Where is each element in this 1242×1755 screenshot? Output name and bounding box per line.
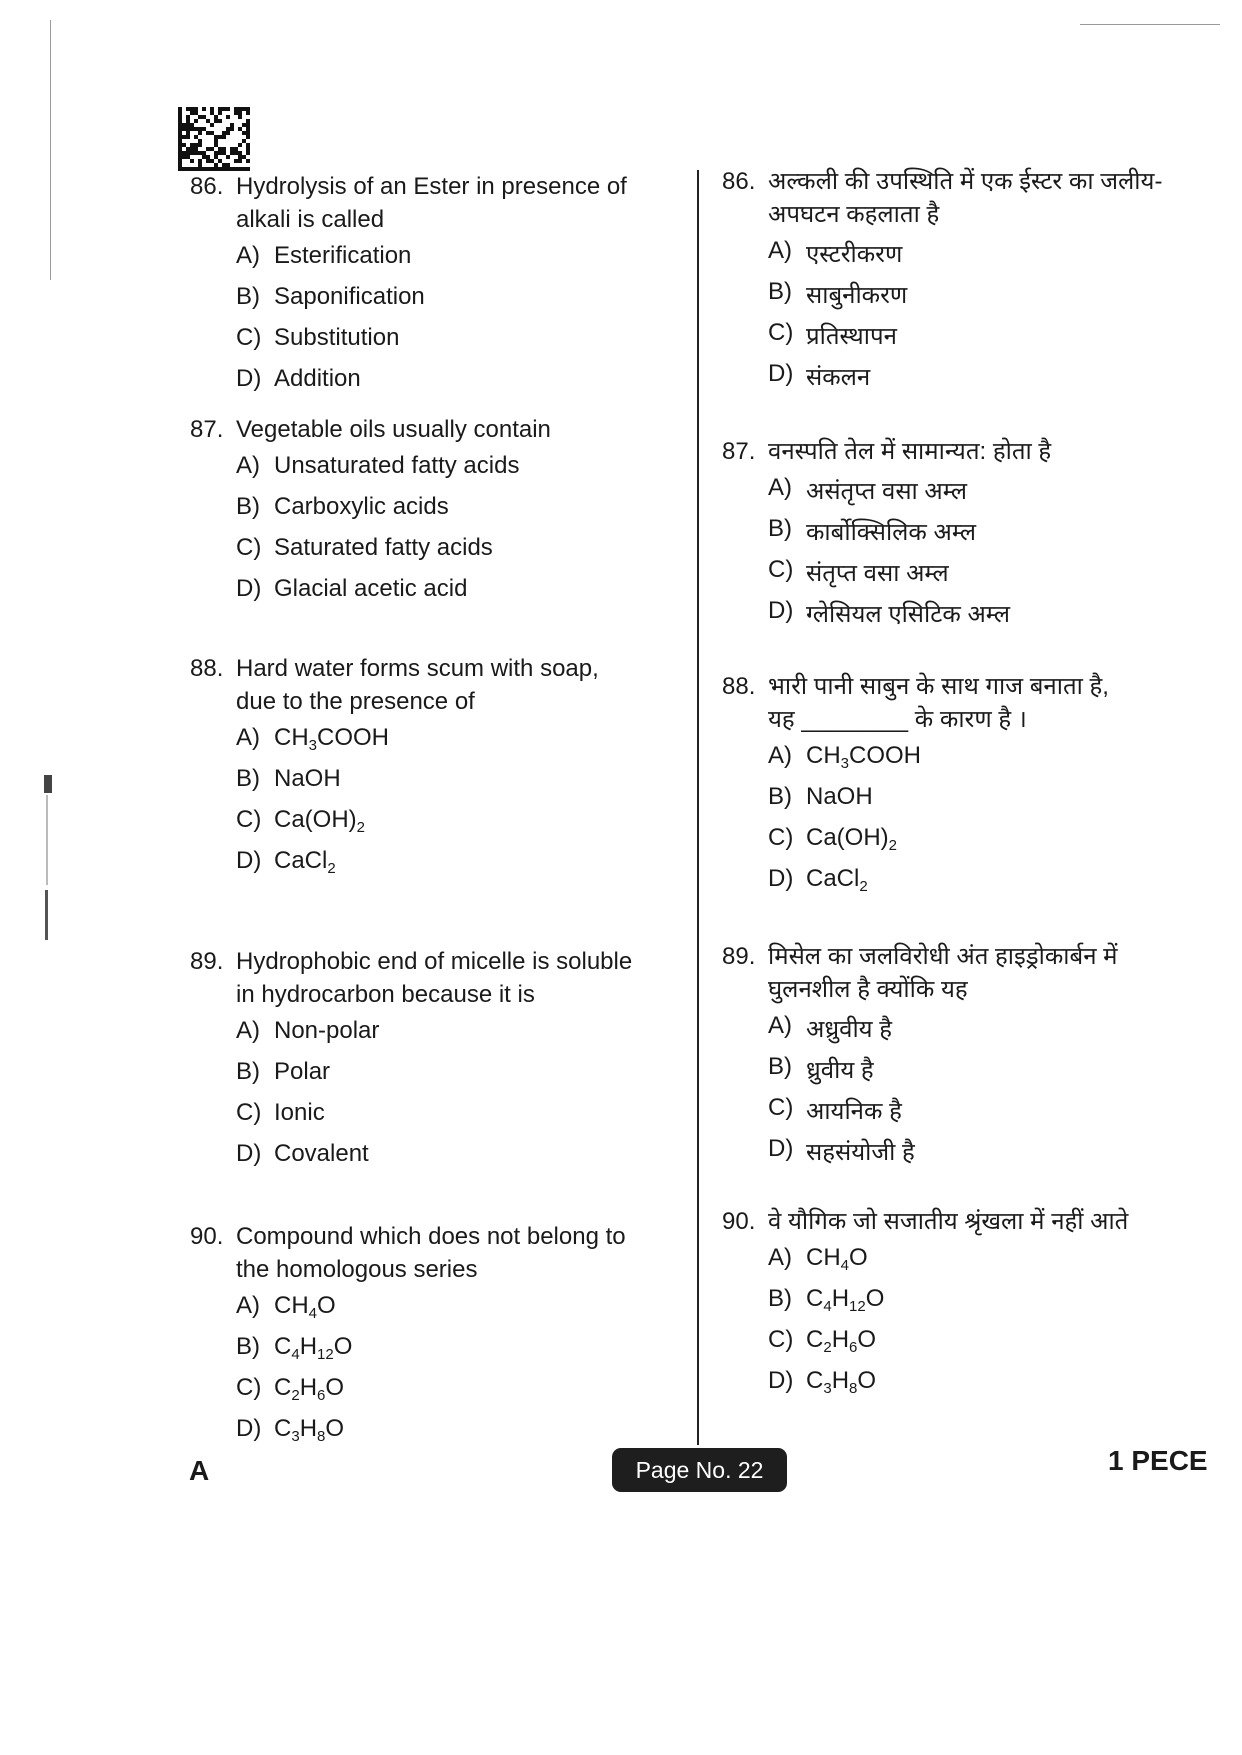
option-d [768, 360, 1192, 401]
option-a [236, 1292, 670, 1333]
question-text-line: alkali is called [236, 206, 385, 233]
option-text: संतृप्त वसा अम्ल [806, 560, 949, 587]
option-label: A) [236, 1292, 260, 1319]
option-text: $C_2H_6O$ [806, 1326, 877, 1356]
option-b [768, 1053, 1192, 1094]
option-d [236, 1415, 670, 1456]
option-label: B) [236, 1333, 260, 1360]
option-label: C) [236, 324, 262, 351]
option-text: $Ca(OH)_2$ [274, 806, 366, 836]
question-89 [190, 945, 670, 1181]
option-a [236, 452, 670, 493]
option-label: D) [236, 575, 262, 602]
option-list [768, 1244, 1192, 1408]
option-d [236, 847, 670, 888]
question-89 [722, 940, 1192, 1176]
option-label: B) [768, 278, 792, 305]
option-b [236, 765, 670, 806]
option-text: कार्बोक्सिलिक अम्ल [806, 519, 977, 546]
option-text: Non-polar [274, 1017, 380, 1044]
question-text-line: Vegetable oils usually contain [236, 416, 551, 443]
qr-code-icon [176, 106, 250, 177]
option-text: $CH_3COOH$ [806, 742, 922, 772]
question-number: 88. [722, 673, 756, 700]
option-text: Glacial acetic acid [274, 575, 468, 602]
option-label: A) [236, 242, 260, 269]
question-90 [190, 1220, 670, 1456]
option-a [768, 474, 1192, 515]
option-label: B) [236, 1058, 260, 1085]
option-label: D) [768, 865, 794, 892]
option-text: Unsaturated fatty acids [274, 452, 520, 479]
option-b [768, 278, 1192, 319]
question-text [768, 670, 1192, 736]
question-text-line: due to the presence of [236, 688, 475, 715]
option-a [768, 1244, 1192, 1285]
option-c [236, 1099, 670, 1140]
option-text: $C_3H_8O$ [806, 1367, 877, 1397]
question-text [768, 1205, 1192, 1238]
option-c [236, 534, 670, 575]
option-b [236, 1333, 670, 1374]
option-label: A) [236, 724, 260, 751]
option-a [768, 237, 1192, 278]
option-text: $Ca(OH)_2$ [806, 824, 898, 854]
option-label: D) [768, 1367, 794, 1394]
option-list [768, 237, 1192, 401]
option-label: D) [768, 597, 794, 624]
option-text: प्रतिस्थापन [806, 323, 897, 350]
question-87 [190, 413, 670, 616]
option-label: B) [236, 493, 260, 520]
option-text: CaCl$_2$ [274, 847, 336, 877]
option-b [236, 1058, 670, 1099]
option-d [236, 575, 670, 616]
option-label: B) [768, 515, 792, 542]
option-text: ध्रुवीय है [806, 1057, 874, 1084]
option-text: $C_2H_6O$ [274, 1374, 345, 1404]
option-text: Saponification [274, 283, 425, 310]
question-text-line: अल्कली की उपस्थिति में एक ईस्टर का जलीय- [768, 168, 1163, 195]
option-d [768, 1135, 1192, 1176]
option-label: D) [768, 360, 794, 387]
question-text-line: वनस्पति तेल में सामान्यत: होता है [768, 438, 1052, 465]
question-text-line: in hydrocarbon because it is [236, 981, 535, 1008]
question-text [236, 170, 670, 236]
option-text: NaOH [274, 765, 341, 792]
question-text-line: घुलनशील है क्योंकि यह [768, 976, 968, 1003]
option-list [768, 1012, 1192, 1176]
option-text: असंतृप्त वसा अम्ल [806, 478, 967, 505]
option-text: $C_3H_8O$ [274, 1415, 345, 1445]
option-label: C) [768, 1326, 794, 1353]
question-86 [190, 170, 670, 406]
option-c [768, 1326, 1192, 1367]
option-label: B) [236, 765, 260, 792]
option-label: C) [236, 1099, 262, 1126]
question-number: 87. [722, 438, 756, 465]
question-88 [722, 670, 1192, 906]
question-text-line: Hydrophobic end of micelle is soluble [236, 948, 633, 975]
question-text [768, 435, 1192, 468]
question-text-line: यह ________ के कारण है । [768, 706, 1027, 733]
option-text: आयनिक है [806, 1098, 902, 1125]
question-number: 90. [190, 1223, 224, 1250]
question-text-line: भारी पानी साबुन के साथ गाज बनाता है, [768, 673, 1109, 700]
option-label: B) [768, 783, 792, 810]
option-c [236, 324, 670, 365]
option-label: D) [236, 365, 262, 392]
option-text: एस्टरीकरण [806, 241, 903, 268]
option-label: A) [768, 742, 792, 769]
option-list [236, 724, 670, 888]
question-text [768, 165, 1192, 231]
question-number: 89. [722, 943, 756, 970]
question-number: 88. [190, 655, 224, 682]
margin-mark [44, 775, 54, 940]
page-number-badge: Page No. 22 [612, 1448, 787, 1492]
option-text: $C_4H_{12}O$ [806, 1285, 885, 1315]
question-text [768, 940, 1192, 1006]
option-text: $CH_4O$ [806, 1244, 868, 1274]
option-c [768, 1094, 1192, 1135]
option-label: D) [236, 847, 262, 874]
option-text: अध्रुवीय है [806, 1016, 892, 1043]
option-a [236, 1017, 670, 1058]
option-label: D) [236, 1140, 262, 1167]
option-list [236, 1017, 670, 1181]
option-label: C) [768, 556, 794, 583]
question-number: 89. [190, 948, 224, 975]
question-text-line: अपघटन कहलाता है [768, 201, 940, 228]
option-label: B) [768, 1285, 792, 1312]
set-code: A [189, 1455, 210, 1486]
option-text: साबुनीकरण [806, 282, 908, 309]
option-text: Ionic [274, 1099, 325, 1126]
option-b [236, 283, 670, 324]
question-text [236, 413, 670, 446]
column-divider [697, 170, 699, 1445]
option-text: Substitution [274, 324, 400, 351]
question-number: 86. [722, 168, 756, 195]
option-label: C) [768, 319, 794, 346]
option-a [236, 724, 670, 765]
option-text: Covalent [274, 1140, 369, 1167]
option-text: ग्लेसियल एसिटिक अम्ल [806, 601, 1010, 628]
scan-top-line [1080, 24, 1220, 25]
option-b [768, 783, 1192, 824]
option-label: B) [768, 1053, 792, 1080]
question-90 [722, 1205, 1192, 1408]
option-text: NaOH [806, 783, 873, 810]
option-text: संकलन [806, 364, 871, 391]
paper-code: 1 PECE [1108, 1445, 1208, 1476]
option-a [236, 242, 670, 283]
option-label: C) [236, 1374, 262, 1401]
option-list [768, 742, 1192, 906]
option-label: A) [236, 1017, 260, 1044]
option-b [768, 515, 1192, 556]
option-c [236, 806, 670, 847]
option-text: सहसंयोजी है [806, 1139, 915, 1166]
option-label: A) [768, 237, 792, 264]
option-label: C) [768, 1094, 794, 1121]
option-label: D) [768, 1135, 794, 1162]
option-label: C) [236, 534, 262, 561]
question-text [236, 1220, 670, 1286]
option-label: A) [768, 474, 792, 501]
option-c [768, 556, 1192, 597]
option-c [768, 319, 1192, 360]
question-text-line: the homologous series [236, 1256, 478, 1283]
option-label: A) [768, 1012, 792, 1039]
option-list [236, 452, 670, 616]
question-text [236, 945, 670, 1011]
option-label: C) [236, 806, 262, 833]
option-d [768, 1367, 1192, 1408]
question-number: 86. [190, 173, 224, 200]
question-88 [190, 652, 670, 888]
option-text: $CH_3COOH$ [274, 724, 390, 754]
question-86 [722, 165, 1192, 401]
option-text: $CH_4O$ [274, 1292, 336, 1322]
option-text: Esterification [274, 242, 412, 269]
scan-edge-line [50, 20, 51, 280]
option-b [768, 1285, 1192, 1326]
option-text: Carboxylic acids [274, 493, 449, 520]
option-text: $C_4H_{12}O$ [274, 1333, 353, 1363]
option-d [768, 865, 1192, 906]
question-text-line: Hard water forms scum with soap, [236, 655, 599, 682]
option-d [236, 365, 670, 406]
option-a [768, 1012, 1192, 1053]
option-list [236, 242, 670, 406]
option-text: Polar [274, 1058, 331, 1085]
option-c [768, 824, 1192, 865]
option-d [768, 597, 1192, 638]
question-number: 90. [722, 1208, 756, 1235]
question-text [236, 652, 670, 718]
option-c [236, 1374, 670, 1415]
option-d [236, 1140, 670, 1181]
option-label: A) [236, 452, 260, 479]
option-label: A) [768, 1244, 792, 1271]
question-text-line: मिसेल का जलविरोधी अंत हाइड्रोकार्बन में [768, 943, 1118, 970]
question-text-line: Compound which does not belong to [236, 1223, 626, 1250]
option-list [236, 1292, 670, 1456]
option-label: D) [236, 1415, 262, 1442]
option-a [768, 742, 1192, 783]
question-text-line: Hydrolysis of an Ester in presence of [236, 173, 627, 200]
question-text-line: वे यौगिक जो सजातीय श्रृंखला में नहीं आते [768, 1208, 1129, 1235]
option-label: C) [768, 824, 794, 851]
option-b [236, 493, 670, 534]
option-text: Saturated fatty acids [274, 534, 493, 561]
option-text: CaCl$_2$ [806, 865, 868, 895]
option-label: B) [236, 283, 260, 310]
question-87 [722, 435, 1192, 638]
option-list [768, 474, 1192, 638]
option-text: Addition [274, 365, 361, 392]
question-number: 87. [190, 416, 224, 443]
